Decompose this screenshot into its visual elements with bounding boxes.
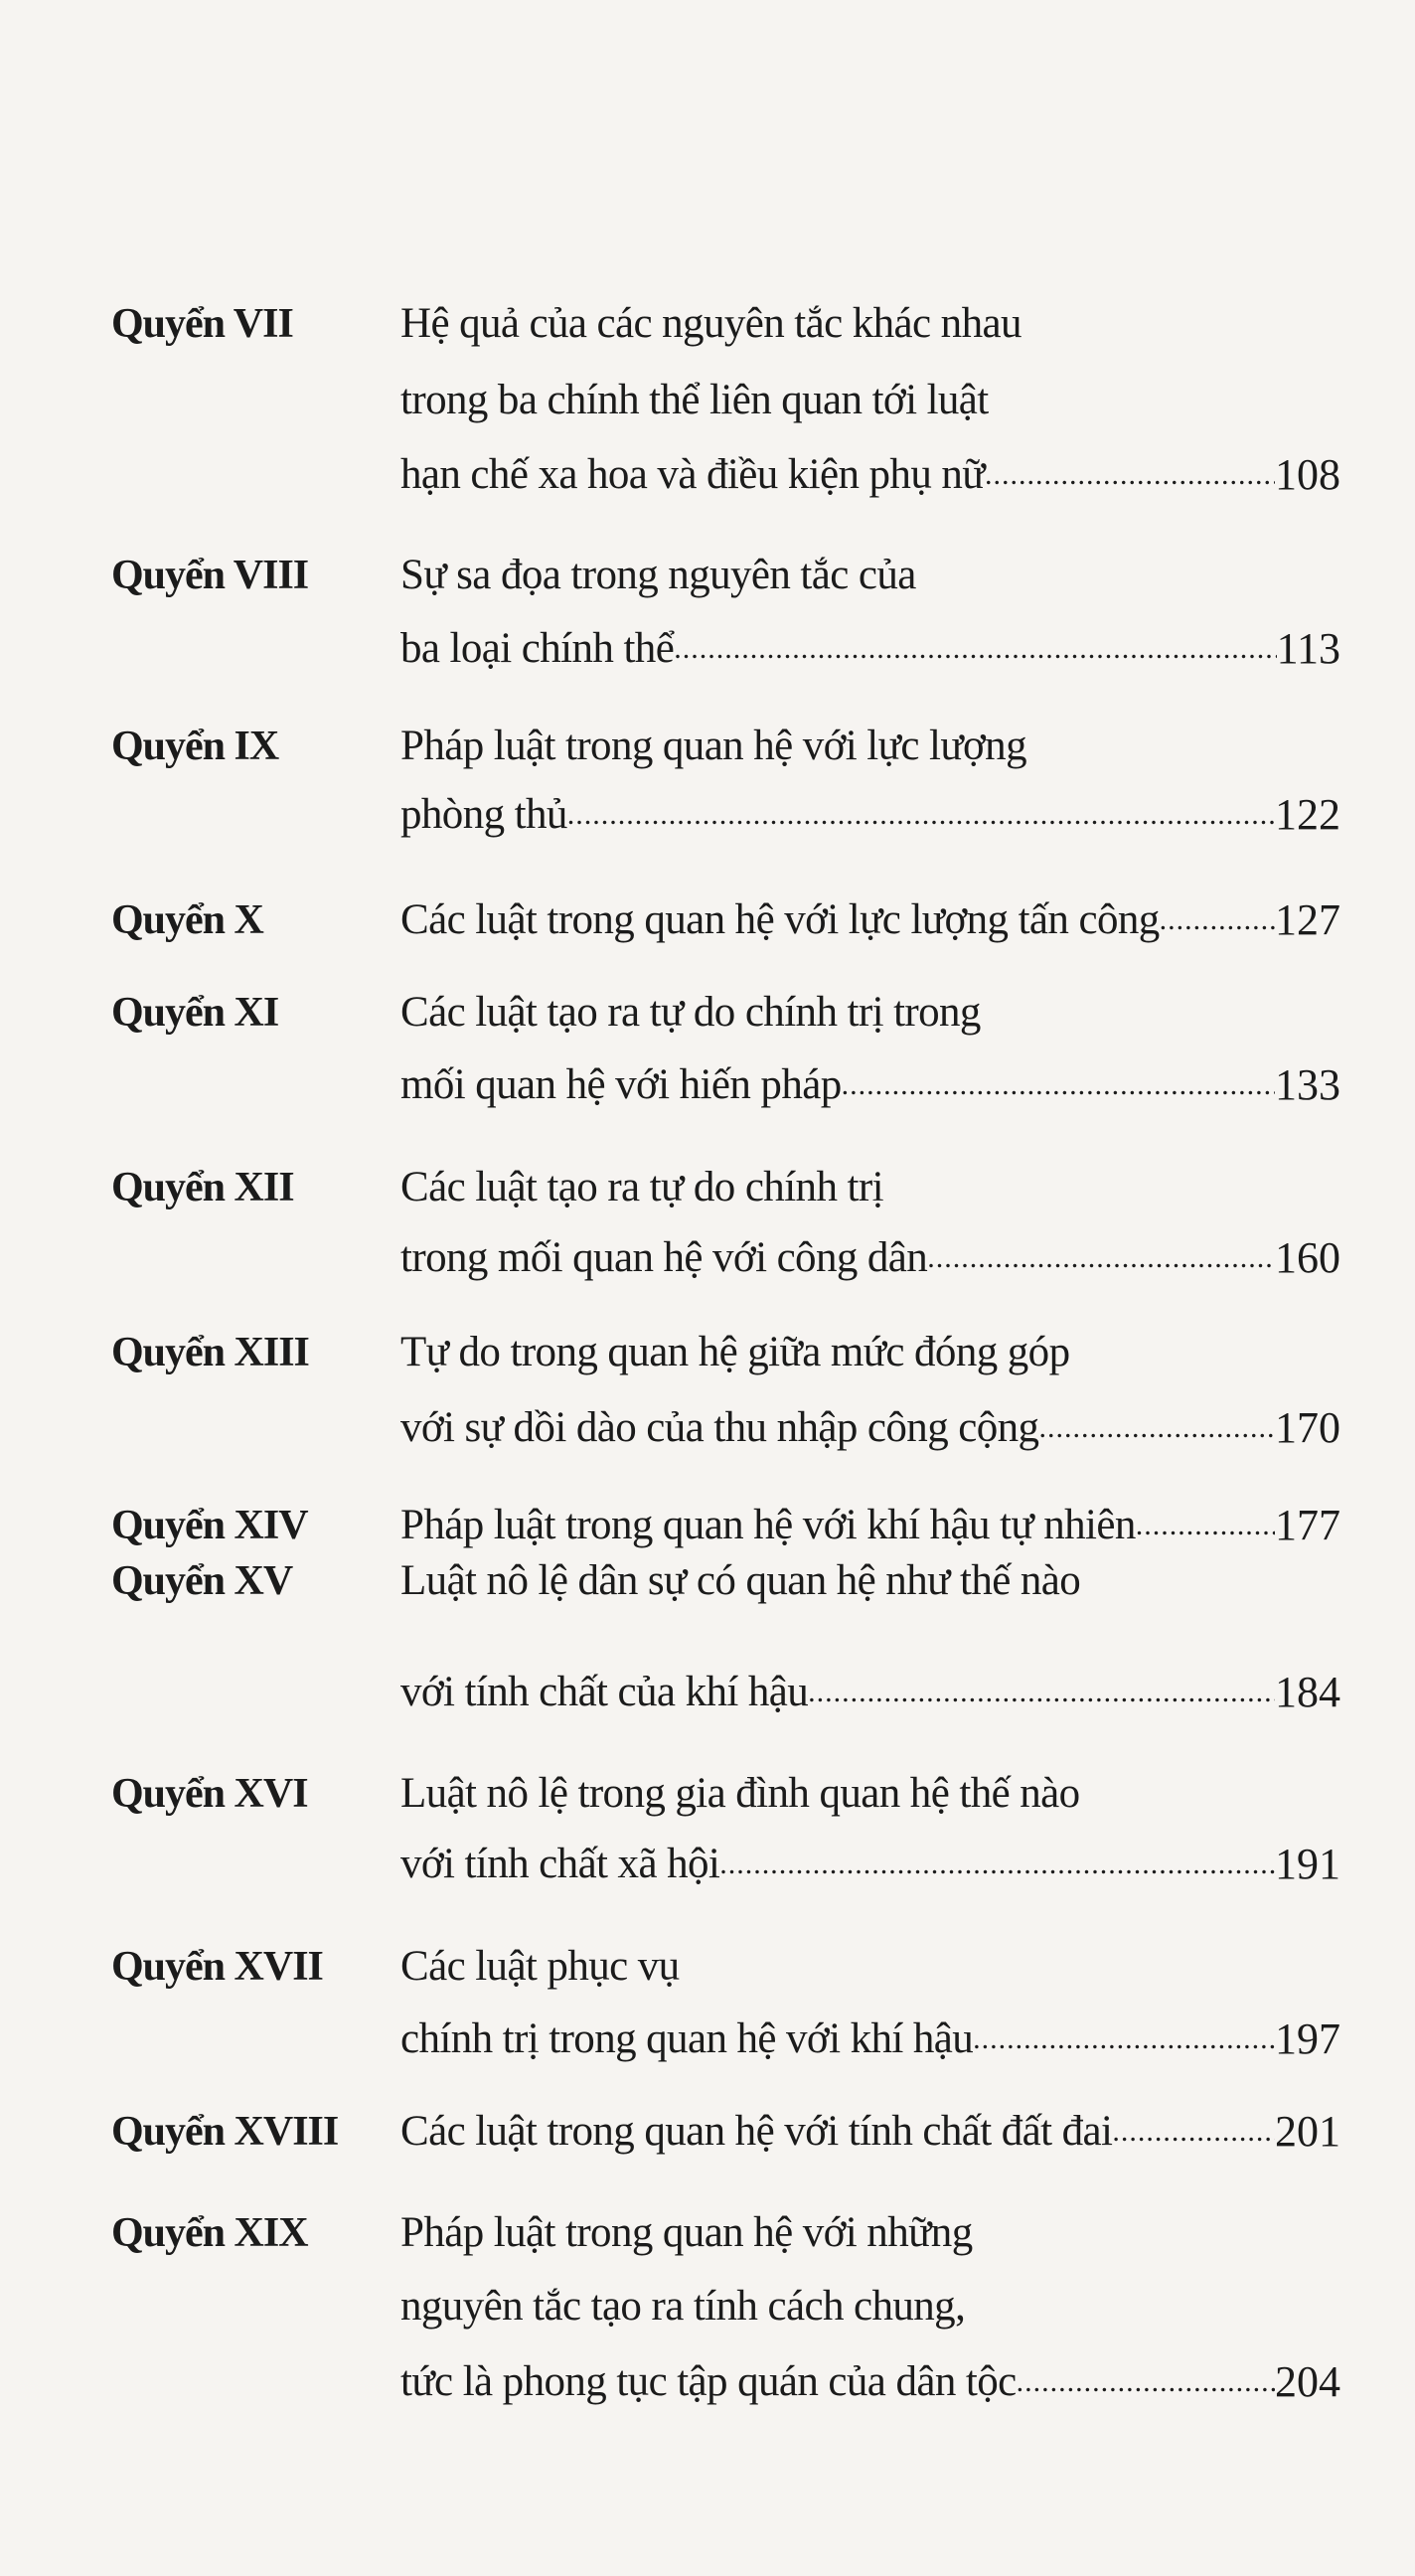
entry-title-line (400, 371, 1340, 430)
entry-title-line (400, 2010, 1340, 2069)
entry-title-line (400, 2352, 1340, 2412)
volume-label: Quyển VIII (111, 553, 309, 598)
entry-title-line (400, 1158, 1340, 1217)
page-number: 197 (1275, 2014, 1340, 2063)
volume-label: Quyển VII (111, 301, 293, 347)
dot-leader (985, 445, 1275, 505)
dot-leader (1160, 890, 1275, 950)
entry-title-line (400, 1937, 1340, 1997)
dot-leader (808, 1663, 1275, 1722)
volume-label: Quyển IX (111, 724, 279, 769)
entry-title-line (400, 2102, 1340, 2162)
volume-label: Quyển XI (111, 990, 279, 1036)
page-number: 184 (1275, 1668, 1340, 1716)
page-number: 201 (1275, 2107, 1340, 2156)
entry-title-line (400, 1323, 1340, 1382)
entry-title-line (400, 1055, 1340, 1115)
entry-title-line (400, 890, 1340, 950)
volume-label: Quyển X (111, 897, 263, 943)
volume-label: Quyển XIV (111, 1503, 308, 1548)
page-number: 133 (1275, 1060, 1340, 1109)
title-text: với sự dồi dào của thu nhập công cộng (400, 1404, 1039, 1451)
page-number: 122 (1275, 790, 1340, 839)
dot-leader (1112, 2102, 1275, 2162)
dot-leader (1017, 2352, 1275, 2412)
entry-title-line (400, 546, 1340, 605)
page-number: 108 (1275, 450, 1340, 499)
volume-label: Quyển XII (111, 1165, 294, 1210)
volume-label: Quyển XV (111, 1558, 293, 1604)
title-text: Pháp luật trong quan hệ với lực lượng (400, 723, 1026, 769)
dot-leader (927, 1228, 1275, 1288)
title-text: Pháp luật trong quan hệ với những (400, 2209, 973, 2256)
title-text: chính trị trong quan hệ với khí hậu (400, 2015, 974, 2062)
page-number: 204 (1275, 2357, 1340, 2406)
entry-title-line (400, 619, 1340, 679)
title-text: trong mối quan hệ với công dân (400, 1234, 928, 1281)
page-number: 177 (1275, 1501, 1340, 1549)
title-text: với tính chất xã hội (400, 1841, 720, 1887)
page-number: 191 (1275, 1840, 1340, 1888)
volume-label: Quyển XVI (111, 1771, 308, 1817)
entry-title-line (400, 1496, 1340, 1555)
entry-title-line (400, 983, 1340, 1043)
dot-leader (842, 1055, 1275, 1115)
volume-label: Quyển XIX (111, 2210, 308, 2256)
volume-label: Quyển XVIII (111, 2109, 339, 2155)
title-text: Tự do trong quan hệ giữa mức đóng góp (400, 1329, 1070, 1375)
title-text: Các luật trong quan hệ với lực lượng tấn công (400, 896, 1160, 943)
title-text: nguyên tắc tạo ra tính cách chung, (400, 2283, 966, 2330)
title-text: trong ba chính thể liên quan tới luật (400, 377, 989, 423)
entry-title-line (400, 785, 1340, 845)
volume-label: Quyển XVII (111, 1944, 323, 1990)
page-number: 170 (1275, 1403, 1340, 1452)
dot-leader (567, 785, 1275, 845)
title-text: ba loại chính thể (400, 625, 675, 672)
dot-leader (1038, 1398, 1275, 1458)
entry-title-line (400, 1764, 1340, 1824)
title-text: tức là phong tục tập quán của dân tộc (400, 2358, 1017, 2405)
dot-leader (1136, 1496, 1275, 1555)
title-text: Các luật tạo ra tự do chính trị (400, 1164, 883, 1210)
title-text: Các luật tạo ra tự do chính trị trong (400, 989, 981, 1036)
page-number: 127 (1275, 895, 1340, 944)
title-text: Luật nô lệ trong gia đình quan hệ thế nào (400, 1770, 1080, 1817)
page-number: 113 (1276, 624, 1340, 673)
title-text: phòng thủ (400, 791, 567, 838)
dot-leader (674, 619, 1276, 679)
title-text: với tính chất của khí hậu (400, 1669, 809, 1715)
entry-title-line (400, 1835, 1340, 1894)
entry-title-line (400, 445, 1340, 505)
entry-title-line (400, 2277, 1340, 2336)
title-text: hạn chế xa hoa và điều kiện phụ nữ (400, 451, 985, 498)
entry-title-line (400, 717, 1340, 776)
entry-title-line (400, 1398, 1340, 1458)
page-number: 160 (1275, 1233, 1340, 1282)
dot-leader (973, 2010, 1275, 2069)
title-text: Các luật phục vụ (400, 1943, 680, 1990)
entry-title-line (400, 1551, 1340, 1611)
title-text: Các luật trong quan hệ với tính chất đất đai (400, 2108, 1113, 2155)
entry-title-line (400, 294, 1340, 354)
entry-title-line (400, 1228, 1340, 1288)
title-text: mối quan hệ với hiến pháp (400, 1061, 842, 1108)
entry-title-line (400, 1663, 1340, 1722)
title-text: Luật nô lệ dân sự có quan hệ như thế nào (400, 1557, 1081, 1604)
entry-title-line (400, 2203, 1340, 2263)
volume-label: Quyển XIII (111, 1330, 309, 1375)
title-text: Hệ quả của các nguyên tắc khác nhau (400, 300, 1022, 347)
title-text: Sự sa đọa trong nguyên tắc của (400, 552, 916, 598)
title-text: Pháp luật trong quan hệ với khí hậu tự nhiên (400, 1502, 1136, 1548)
dot-leader (719, 1835, 1275, 1894)
